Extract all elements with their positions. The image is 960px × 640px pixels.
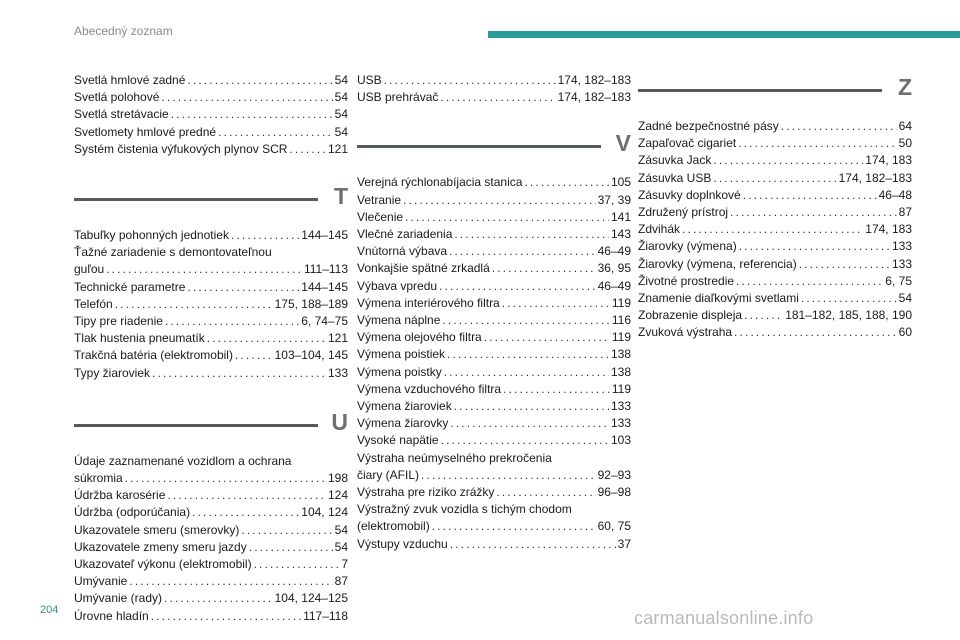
dot-leader — [454, 398, 609, 415]
index-entry — [357, 72, 631, 89]
entry-pages: 174, 182–183 — [838, 170, 912, 185]
dot-leader — [207, 330, 326, 347]
dot-leader — [496, 484, 595, 501]
page-number: 204 — [40, 604, 59, 616]
entry-pages: 46–49 — [597, 244, 631, 259]
dot-leader — [743, 187, 877, 204]
entry-term: Ukazovatele zmeny smeru jazdy — [74, 539, 247, 554]
index-entry — [74, 556, 348, 573]
watermark: carmanualsonline.info — [634, 608, 814, 628]
dot-leader — [249, 539, 333, 556]
dot-leader — [164, 590, 273, 607]
dot-leader — [454, 226, 609, 243]
index-entry — [357, 260, 631, 277]
entry-term: Životné prostredie — [638, 273, 735, 288]
dot-leader — [682, 221, 863, 238]
entry-pages: 111–113 — [303, 262, 348, 277]
dot-leader — [447, 346, 609, 363]
entry-pages: 6, 75 — [885, 273, 912, 288]
entry-pages: 119 — [611, 381, 631, 396]
entry-term: Svetlá polohové — [74, 90, 160, 105]
entry-term: Výbava vpredu — [357, 278, 438, 293]
index-entry — [357, 501, 631, 535]
index-entry — [638, 273, 912, 290]
entry-pages: 60, 75 — [597, 519, 631, 534]
entry-term: Vetranie — [357, 192, 402, 207]
index-entry — [638, 152, 912, 169]
index-entry — [74, 106, 348, 123]
entry-term: Výmena poistiek — [357, 347, 446, 362]
entry-term: Znamenie diaľkovými svetlami — [638, 291, 799, 306]
entry-pages: 87 — [334, 574, 348, 589]
entry-pages: 138 — [610, 364, 631, 379]
entry-term: USB — [357, 73, 382, 87]
dot-leader — [799, 256, 890, 273]
index-entry — [74, 279, 348, 296]
index-entry — [357, 450, 631, 484]
entry-pages: 116 — [611, 313, 631, 328]
index-entry — [357, 381, 631, 398]
dot-leader — [442, 312, 609, 329]
section-divider — [74, 424, 318, 427]
entries-z — [638, 118, 912, 342]
dot-leader — [781, 118, 897, 135]
dot-leader — [218, 124, 333, 141]
entry-term: Výmena žiaroviek — [357, 399, 452, 414]
entry-term: Údaje zaznamenané vozidlom a ochrana — [74, 453, 292, 468]
dot-leader — [151, 608, 301, 625]
dot-leader — [801, 290, 897, 307]
entry-pages: 141 — [610, 209, 631, 224]
entry-pages: 37, 39 — [597, 192, 631, 207]
entry-pages: 54 — [334, 107, 348, 122]
entry-pages: 92–93 — [597, 467, 631, 482]
dot-leader — [734, 324, 897, 341]
dot-leader — [524, 174, 609, 191]
entry-term: Výmena poistky — [357, 364, 442, 379]
entry-term: Vonkajšie spätné zrkadlá — [357, 261, 490, 276]
index-entry — [357, 536, 631, 553]
entry-term: Svetlá hmlové zadné — [74, 73, 186, 87]
dot-leader — [449, 243, 596, 260]
entry-term: čiary (AFIL) — [357, 467, 420, 482]
entry-term: Zvuková výstraha — [638, 325, 733, 340]
dot-leader — [744, 307, 783, 324]
section-header-u — [74, 408, 348, 453]
header-title: Abecedný zoznam — [74, 24, 173, 38]
entry-term: Výmena žiarovky — [357, 416, 449, 431]
dot-leader — [421, 467, 596, 484]
entry-term: Trakčná batéria (elektromobil) — [74, 348, 233, 363]
index-entry — [638, 324, 912, 341]
entry-term: Výmena vzduchového filtra — [357, 381, 502, 396]
entries-s — [74, 72, 348, 158]
entry-term: USB prehrávač — [357, 90, 439, 105]
dot-leader — [403, 192, 596, 209]
section-header-z — [638, 74, 912, 118]
index-entry — [357, 329, 631, 346]
dot-leader — [484, 329, 610, 346]
entry-pages: 37 — [617, 536, 631, 551]
dot-leader — [167, 487, 326, 504]
entry-term: Typy žiaroviek — [74, 365, 151, 380]
entry-term: Svetlomety hmlové predné — [74, 124, 217, 139]
entry-pages: 54 — [334, 90, 348, 105]
entry-term: Zapaľovač cigariet — [638, 136, 737, 151]
index-column-3 — [638, 74, 912, 342]
dot-leader — [502, 295, 610, 312]
entry-pages: 121 — [327, 331, 348, 346]
index-entry — [638, 221, 912, 238]
dot-leader — [106, 261, 302, 278]
dot-leader — [405, 209, 609, 226]
entry-pages: 50 — [898, 136, 912, 151]
section-divider — [357, 145, 601, 148]
entry-pages: 54 — [334, 124, 348, 139]
index-entry — [74, 141, 348, 158]
entry-term: Zobrazenie displeja — [638, 308, 743, 323]
entry-term: Umývanie (rady) — [74, 591, 163, 606]
entry-term: Telefón — [74, 296, 113, 311]
entry-pages: 36, 95 — [597, 261, 631, 276]
dot-leader — [235, 347, 273, 364]
dot-leader — [231, 227, 299, 244]
index-entry — [74, 487, 348, 504]
entry-pages: 54 — [334, 522, 348, 537]
index-entry — [357, 432, 631, 449]
index-entry — [74, 244, 348, 278]
index-entry — [74, 296, 348, 313]
entry-term: Zásuvka USB — [638, 170, 712, 185]
dot-leader — [444, 364, 609, 381]
index-entry — [638, 135, 912, 152]
entry-term: Umývanie — [74, 574, 128, 589]
dot-leader — [129, 573, 332, 590]
index-entry — [357, 295, 631, 312]
index-entry — [357, 312, 631, 329]
index-entry — [638, 170, 912, 187]
entries-usb — [357, 72, 631, 106]
index-entry — [357, 89, 631, 106]
entry-pages: 6, 74–75 — [301, 314, 348, 329]
section-divider — [638, 89, 882, 92]
entry-pages: 174, 182–183 — [557, 73, 631, 87]
entry-term: Vlečné zariadenia — [357, 227, 453, 242]
index-entry — [74, 330, 348, 347]
dot-leader — [241, 522, 332, 539]
header-accent-bar — [488, 31, 960, 38]
index-entry — [74, 124, 348, 141]
entry-term: Údržba karosérie — [74, 488, 166, 503]
entry-term: Zásuvky doplnkové — [638, 187, 741, 202]
dot-leader — [187, 279, 299, 296]
dot-leader — [441, 432, 609, 449]
entry-term: guľou — [74, 262, 105, 277]
entry-term: Tipy pre riadenie — [74, 314, 163, 329]
entry-term: Výmena olejového filtra — [357, 330, 482, 345]
dot-leader — [730, 204, 897, 221]
entry-term: Zdvihák — [638, 222, 681, 237]
entry-pages: 64 — [898, 119, 912, 133]
entry-pages: 96–98 — [597, 485, 631, 500]
dot-leader — [450, 415, 609, 432]
entry-pages: 138 — [610, 347, 631, 362]
entry-pages: 133 — [891, 256, 912, 271]
section-divider — [74, 198, 318, 201]
entry-pages: 144–145 — [301, 228, 348, 243]
index-entry — [74, 539, 348, 556]
dot-leader — [713, 170, 836, 187]
index-entry — [638, 118, 912, 135]
entry-term: Svetlá stretávacie — [74, 107, 169, 122]
entry-term: Vnútorná výbava — [357, 244, 448, 259]
index-entry — [357, 364, 631, 381]
index-entry — [357, 484, 631, 501]
entries-t — [74, 227, 348, 382]
entry-pages: 133 — [610, 399, 631, 414]
index-entry — [638, 307, 912, 324]
index-entry — [74, 89, 348, 106]
dot-leader — [161, 89, 332, 106]
entry-pages: 133 — [891, 239, 912, 254]
entry-term: súkromia — [74, 471, 123, 486]
entry-term: Výstraha neúmyselného prekročenia — [357, 450, 552, 465]
dot-leader — [736, 273, 883, 290]
entry-term: Vysoké napätie — [357, 433, 439, 448]
entry-pages: 181–182, 185, 188, 190 — [785, 308, 912, 323]
index-entry — [74, 227, 348, 244]
entry-pages: 124 — [327, 488, 348, 503]
index-column-2 — [357, 72, 631, 553]
index-entry — [74, 504, 348, 521]
entry-pages: 174, 183 — [865, 153, 912, 168]
index-entry — [74, 365, 348, 382]
dot-leader — [152, 365, 326, 382]
dot-leader — [439, 278, 596, 295]
entry-pages: 133 — [327, 365, 348, 380]
index-entry — [74, 72, 348, 89]
entry-term: (elektromobil) — [357, 519, 430, 534]
entry-pages: 54 — [334, 539, 348, 554]
index-entry — [357, 209, 631, 226]
dot-leader — [289, 141, 326, 158]
entry-pages: 103 — [610, 433, 631, 448]
index-entry — [74, 573, 348, 590]
index-entry — [357, 278, 631, 295]
entry-pages: 174, 183 — [865, 222, 912, 237]
section-header-v — [357, 130, 631, 174]
entry-pages: 144–145 — [301, 279, 348, 294]
section-letter-u: U — [331, 408, 348, 435]
entry-pages: 60 — [898, 325, 912, 340]
dot-leader — [450, 536, 616, 553]
dot-leader — [492, 260, 596, 277]
entry-pages: 175, 188–189 — [274, 296, 348, 311]
index-entry — [357, 398, 631, 415]
entry-term: Verejná rýchlonabíjacia stanica — [357, 175, 523, 190]
entry-pages: 117–118 — [303, 608, 348, 623]
section-letter-v: V — [615, 130, 631, 157]
index-column-1 — [74, 72, 348, 625]
index-entry — [357, 192, 631, 209]
dot-leader — [187, 72, 332, 89]
entry-term: Výstražný zvuk vozidla s tichým chodom — [357, 502, 572, 517]
entry-term: Zásuvka Jack — [638, 153, 712, 168]
entry-pages: 133 — [610, 416, 631, 431]
entry-term: Technické parametre — [74, 279, 186, 294]
section-header-t — [74, 183, 348, 227]
entry-term: Tlak hustenia pneumatík — [74, 331, 205, 346]
dot-leader — [738, 135, 896, 152]
index-entry — [638, 256, 912, 273]
dot-leader — [254, 556, 340, 573]
entry-term: Výstupy vzduchu — [357, 536, 448, 551]
entry-pages: 104, 124 — [301, 505, 348, 520]
entry-pages: 103–104, 145 — [274, 348, 348, 363]
entry-pages: 7 — [341, 557, 348, 572]
entry-term: Žiarovky (výmena) — [638, 239, 737, 254]
entry-pages: 119 — [611, 330, 631, 345]
entries-u — [74, 453, 348, 625]
entry-pages: 198 — [327, 471, 348, 486]
entry-term: Vlečenie — [357, 209, 404, 224]
index-entry — [357, 415, 631, 432]
dot-leader — [165, 313, 299, 330]
index-entry — [638, 204, 912, 221]
dot-leader — [125, 470, 326, 487]
index-entry — [74, 608, 348, 625]
index-entry — [357, 243, 631, 260]
index-entry — [74, 347, 348, 364]
entry-term: Ukazovateľ výkonu (elektromobil) — [74, 557, 252, 572]
index-entry — [357, 346, 631, 363]
index-entry — [74, 313, 348, 330]
entry-pages: 46–49 — [597, 278, 631, 293]
entry-pages: 143 — [610, 227, 631, 242]
dot-leader — [171, 106, 333, 123]
entry-pages: 54 — [898, 291, 912, 306]
entry-term: Ukazovatele smeru (smerovky) — [74, 522, 240, 537]
index-entry — [74, 590, 348, 607]
entry-pages: 54 — [334, 73, 348, 87]
index-entry — [638, 187, 912, 204]
dot-leader — [713, 152, 863, 169]
entries-v — [357, 174, 631, 552]
entry-term: Výmena interiérového filtra — [357, 295, 500, 310]
entry-pages: 174, 182–183 — [557, 90, 631, 105]
dot-leader — [440, 89, 555, 106]
entry-term: Výmena náplne — [357, 313, 441, 328]
index-entry — [74, 522, 348, 539]
entry-term: Ťažné zariadenie s demontovateľnou — [74, 245, 272, 260]
entry-term: Zadné bezpečnostné pásy — [638, 119, 779, 133]
entry-term: Tabuľky pohonných jednotiek — [74, 228, 229, 243]
index-entry — [638, 238, 912, 255]
section-letter-z: Z — [897, 74, 912, 100]
entry-term: Systém čistenia výfukových plynov SCR — [74, 141, 288, 156]
entry-term: Úrovne hladín — [74, 608, 149, 623]
entry-pages: 105 — [610, 175, 631, 190]
index-entry — [357, 174, 631, 191]
entry-pages: 121 — [327, 141, 348, 156]
dot-leader — [384, 72, 556, 89]
entry-pages: 104, 124–125 — [274, 591, 348, 606]
section-letter-t: T — [333, 183, 348, 210]
entry-pages: 87 — [898, 205, 912, 220]
entry-term: Žiarovky (výmena, referencia) — [638, 256, 797, 271]
dot-leader — [432, 518, 596, 535]
entry-pages: 46–48 — [878, 187, 912, 202]
dot-leader — [115, 296, 273, 313]
entry-term: Združený prístroj — [638, 205, 729, 220]
entry-term: Údržba (odporúčania) — [74, 505, 191, 520]
entry-pages: 119 — [611, 295, 631, 310]
dot-leader — [192, 504, 299, 521]
dot-leader — [739, 238, 890, 255]
dot-leader — [503, 381, 610, 398]
index-entry — [357, 226, 631, 243]
index-entry — [74, 453, 348, 487]
index-entry — [638, 290, 912, 307]
entry-term: Výstraha pre riziko zrážky — [357, 485, 495, 500]
